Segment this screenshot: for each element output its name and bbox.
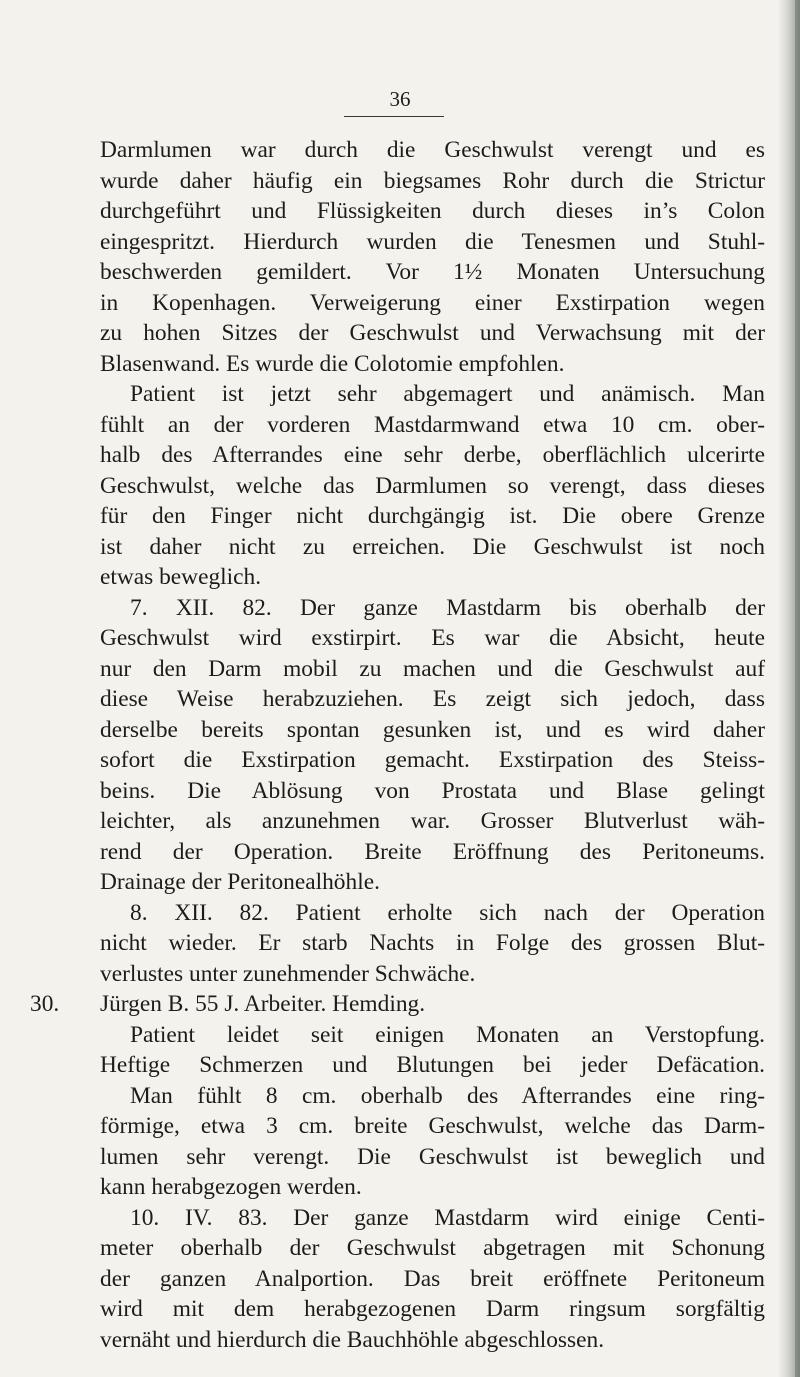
text-line: wurde daher häufig ein biegsames Rohr durch die Strictur	[100, 167, 765, 194]
text-line: lumen sehr verengt. Die Geschwulst ist beweglich und	[100, 1143, 765, 1170]
text-line: meter oberhalb der Geschwulst abgetragen mit Schonung	[100, 1235, 765, 1261]
text-line: wird mit dem herabgezogenen Darm ringsum sorgfältig	[100, 1296, 765, 1322]
text-line: Heftige Schmerzen und Blutungen bei jeder Defäcation.	[100, 1052, 765, 1078]
text-line: Patient leidet seit einigen Monaten an Verstopfung.	[130, 1021, 765, 1048]
text-line: rend der Operation. Breite Eröffnung des Peritoneums.	[100, 838, 765, 865]
text-line: leichter, als anzunehmen war. Grosser Blutverlust wäh-	[100, 808, 765, 834]
case-heading: Jürgen B. 55 J. Arbeiter. Hemding.	[100, 991, 426, 1017]
text-line: sofort die Exstirpation gemacht. Exstirpation des Steiss-	[100, 747, 765, 773]
text-line: eingespritzt. Hierdurch wurden die Tenesmen und Stuhl-	[100, 228, 765, 255]
text-line: halb des Afterrandes eine sehr derbe, oberflächlich ulcerirte	[100, 442, 765, 468]
body-text	[100, 135, 765, 1355]
text-line: Geschwulst, welche das Darmlumen so verengt, dass dieses	[100, 472, 765, 499]
text-line: fühlt an der vorderen Mastdarmwand etwa 10 cm. ober-	[100, 411, 765, 438]
text-line: diese Weise herabzuziehen. Es zeigt sich jedoch, dass	[100, 686, 765, 712]
text-line: Patient ist jetzt sehr abgemagert und anämisch. Man	[130, 381, 765, 407]
text-line: verlustes unter zunehmender Schwäche.	[100, 960, 476, 987]
text-line: nicht wieder. Er starb Nachts in Folge des grossen Blut-	[100, 930, 765, 956]
text-line: zu hohen Sitzes der Geschwulst und Verwachsung mit der	[100, 320, 765, 346]
text-line: beins. Die Ablösung von Prostata und Blase gelingt	[100, 777, 765, 804]
text-line: Man fühlt 8 cm. oberhalb des Afterrandes eine ring-	[130, 1082, 765, 1109]
text-line: beschwerden gemildert. Vor 1½ Monaten Untersuchung	[100, 259, 765, 285]
page-number: 36	[389, 87, 411, 111]
text-line: durchgeführt und Flüssigkeiten durch dieses in’s Colon	[100, 198, 765, 224]
text-line: Geschwulst wird exstirpirt. Es war die Absicht, heute	[100, 625, 765, 651]
text-line: 7. XII. 82. Der ganze Mastdarm bis oberhalb der	[130, 594, 765, 621]
text-line: der ganzen Analportion. Das breit eröffnete Peritoneum	[100, 1265, 765, 1292]
text-line: Darmlumen war durch die Geschwulst verengt und es	[100, 137, 765, 163]
text-line: förmige, etwa 3 cm. breite Geschwulst, welche das Darm-	[100, 1113, 765, 1139]
case-number: 30.	[30, 991, 60, 1017]
text-line: 10. IV. 83. Der ganze Mastdarm wird einige Centi-	[130, 1204, 765, 1231]
text-line: in Kopenhagen. Verweigerung einer Exstirpation wegen	[100, 289, 765, 316]
page-edge-binding	[795, 0, 800, 1377]
text-line: etwas beweglich.	[100, 564, 262, 590]
text-line: vernäht und hierdurch die Bauchhöhle abgeschlossen.	[100, 1326, 605, 1353]
page-number-underline	[344, 116, 444, 117]
text-line: Drainage der Peritonealhöhle.	[100, 869, 380, 895]
text-line: derselbe bereits spontan gesunken ist, und es wird daher	[100, 716, 765, 743]
text-line: 8. XII. 82. Patient erholte sich nach der Operation	[130, 899, 765, 926]
text-line: ist daher nicht zu erreichen. Die Geschwulst ist noch	[100, 533, 765, 560]
text-line: nur den Darm mobil zu machen und die Geschwulst auf	[100, 655, 765, 682]
text-line: Blasenwand. Es wurde die Colotomie empfohlen.	[100, 350, 565, 377]
text-line: kann herabgezogen werden.	[100, 1174, 362, 1200]
text-line: für den Finger nicht durchgängig ist. Die obere Grenze	[100, 503, 765, 529]
